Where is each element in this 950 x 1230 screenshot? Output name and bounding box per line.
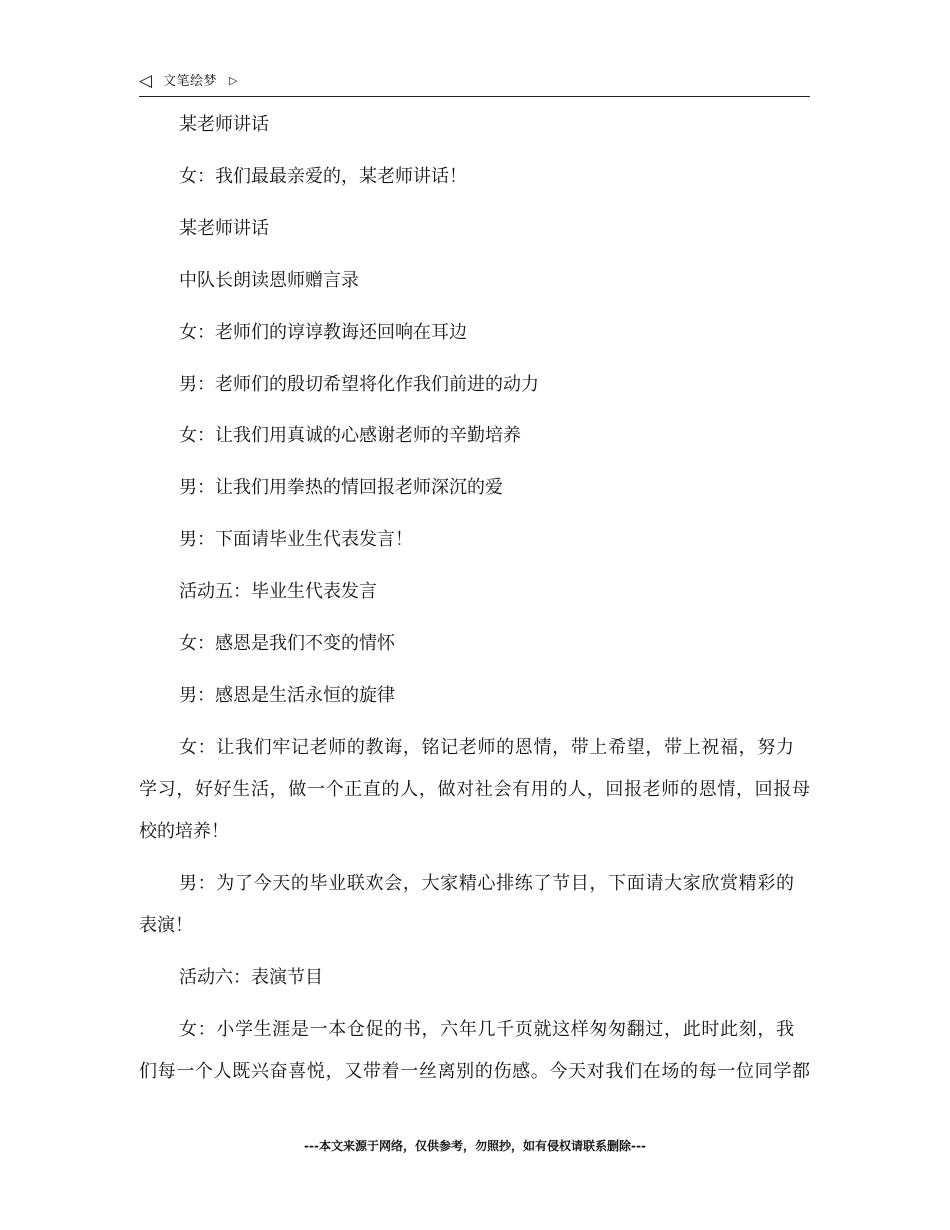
text-line: 校的培养！ <box>139 821 229 842</box>
text-line: 某老师讲话 <box>179 114 269 135</box>
brand-name: 文笔绘梦 <box>163 74 218 89</box>
triangle-left-icon: ◁ <box>139 71 153 91</box>
triangle-right-icon: ▷ <box>229 74 238 87</box>
text-line: 中队长朗读恩师赠言录 <box>179 270 359 291</box>
page-header <box>139 70 810 97</box>
text-line: 男：为了今天的毕业联欢会，大家精心排练了节目，下面请大家欣赏精彩的 <box>179 873 794 894</box>
text-line: 表演！ <box>139 915 193 936</box>
text-line: 女：感恩是我们不变的情怀 <box>179 633 395 654</box>
text-line: 某老师讲话 <box>179 218 269 239</box>
text-line: 女：我们最最亲爱的，某老师讲话！ <box>179 166 467 187</box>
footer-disclaimer: ---本文来源于网络，仅供参考，勿照抄，如有侵权请联系删除--- <box>304 1139 646 1153</box>
text-line: 们每一个人既兴奋喜悦，又带着一丝离别的伤感。今天对我们在场的每一位同学都 <box>139 1061 810 1082</box>
text-line: 学习，好好生活，做一个正直的人，做对社会有用的人，回报老师的恩情，回报母 <box>139 779 810 800</box>
text-line: 活动六：表演节目 <box>179 967 323 988</box>
text-line: 男：下面请毕业生代表发言！ <box>179 529 413 550</box>
text-line: 男：感恩是生活永恒的旋律 <box>179 685 395 706</box>
text-line: 女：让我们牢记老师的教诲，铭记老师的恩情，带上希望，带上祝福，努力 <box>179 737 794 758</box>
text-line: 男：老师们的殷切希望将化作我们前进的动力 <box>179 374 539 395</box>
text-line: 活动五：毕业生代表发言 <box>179 581 377 602</box>
text-line: 女：老师们的谆谆教诲还回响在耳边 <box>179 322 467 343</box>
text-line: 女：小学生涯是一本仓促的书，六年几千页就这样匆匆翻过，此时此刻，我 <box>179 1019 794 1040</box>
text-line: 女：让我们用真诚的心感谢老师的辛勤培养 <box>179 425 521 446</box>
text-line: 男：让我们用拳热的情回报老师深沉的爱 <box>179 477 503 498</box>
